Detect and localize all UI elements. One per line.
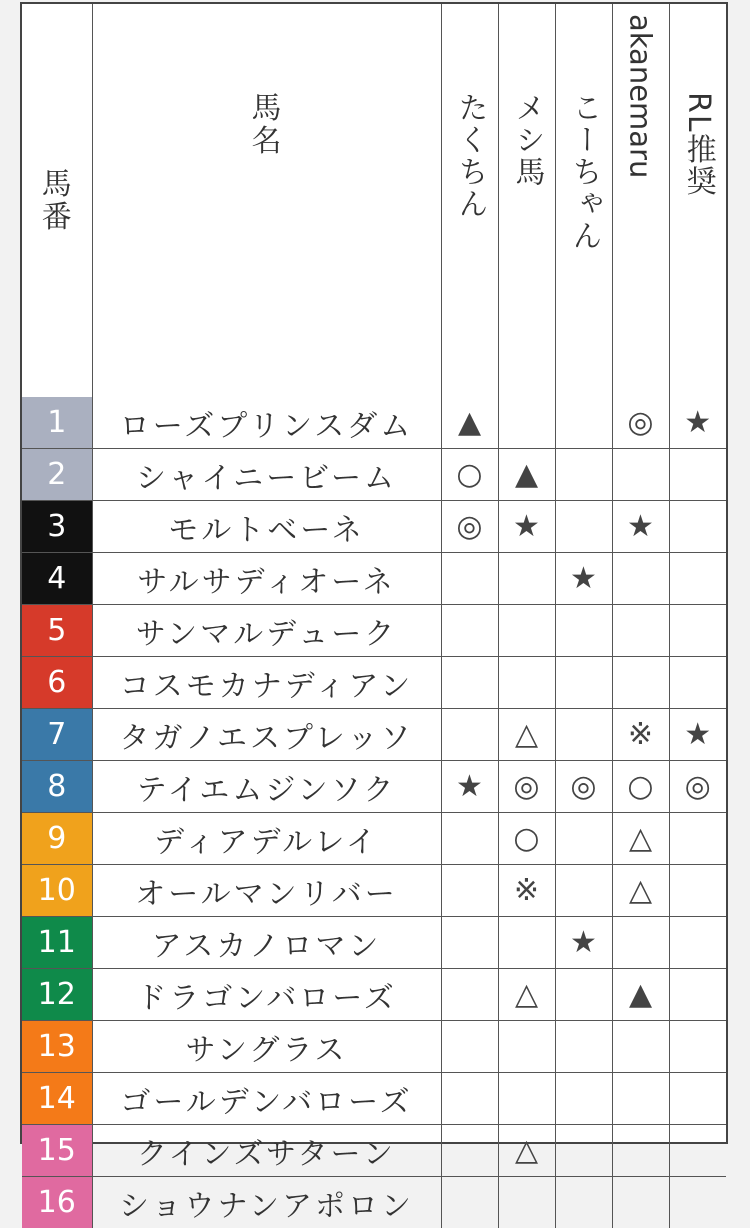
horse-name-cell: シャイニービーム — [92, 449, 441, 501]
table-row — [22, 709, 726, 761]
prediction-mark-cell: ★ — [555, 553, 612, 605]
prediction-mark-cell — [612, 449, 669, 501]
horse-name-cell: クインズサターン — [92, 1125, 441, 1177]
prediction-mark-cell — [498, 553, 555, 605]
horse-name-cell: ドラゴンバローズ — [92, 969, 441, 1021]
table-row — [22, 553, 726, 605]
prediction-mark-cell: ★ — [498, 501, 555, 553]
horse-number-cell: 9 — [22, 813, 92, 865]
table-body — [22, 397, 726, 1228]
prediction-mark-cell — [555, 709, 612, 761]
prediction-mark-cell — [555, 605, 612, 657]
header-predictor-label: こーちゃん — [562, 92, 606, 252]
prediction-mark-cell — [612, 1073, 669, 1125]
prediction-mark-cell: ◎ — [498, 761, 555, 813]
header-predictor-rl — [669, 4, 726, 397]
horse-number-cell: 7 — [22, 709, 92, 761]
header-predictor-label: akanemaru — [624, 14, 658, 178]
header-predictor-label: たくちん — [448, 92, 492, 220]
prediction-mark-cell — [498, 397, 555, 449]
table-row — [22, 1177, 726, 1228]
horse-name-cell: モルトベーネ — [92, 501, 441, 553]
horse-number-cell: 15 — [22, 1125, 92, 1177]
prediction-mark-cell — [441, 865, 498, 917]
horse-number-cell: 5 — [22, 605, 92, 657]
table-row — [22, 449, 726, 501]
prediction-mark-cell: △ — [612, 813, 669, 865]
prediction-mark-cell: ◎ — [555, 761, 612, 813]
table-row — [22, 917, 726, 969]
table-row — [22, 1073, 726, 1125]
prediction-mark-cell — [441, 1021, 498, 1073]
prediction-mark-cell — [498, 1177, 555, 1228]
prediction-mark-cell — [612, 657, 669, 709]
horse-number-cell: 4 — [22, 553, 92, 605]
prediction-mark-cell — [498, 917, 555, 969]
horse-name-cell: テイエムジンソク — [92, 761, 441, 813]
table-row — [22, 605, 726, 657]
prediction-mark-cell — [669, 917, 726, 969]
prediction-mark-cell — [555, 969, 612, 1021]
prediction-mark-cell — [669, 657, 726, 709]
horse-name-cell: サルサディオーネ — [92, 553, 441, 605]
prediction-mark-cell — [498, 605, 555, 657]
prediction-mark-cell: △ — [612, 865, 669, 917]
prediction-mark-cell — [555, 1073, 612, 1125]
prediction-mark-cell — [669, 865, 726, 917]
horse-number-cell: 1 — [22, 397, 92, 449]
prediction-mark-cell — [612, 1021, 669, 1073]
horse-name-cell: サンマルデューク — [92, 605, 441, 657]
prediction-mark-cell — [441, 969, 498, 1021]
prediction-mark-cell: △ — [498, 969, 555, 1021]
horse-name-cell: サングラス — [92, 1021, 441, 1073]
prediction-mark-cell: ※ — [498, 865, 555, 917]
prediction-mark-cell — [555, 865, 612, 917]
table-row — [22, 501, 726, 553]
horse-number-cell: 8 — [22, 761, 92, 813]
prediction-table-sheet — [20, 2, 728, 1144]
horse-number-cell: 14 — [22, 1073, 92, 1125]
prediction-mark-cell: ★ — [612, 501, 669, 553]
table-row — [22, 813, 726, 865]
prediction-mark-cell — [441, 1073, 498, 1125]
prediction-mark-cell — [612, 553, 669, 605]
header-predictor-label: メシ馬 — [505, 92, 549, 188]
prediction-mark-cell — [669, 553, 726, 605]
prediction-mark-cell — [612, 917, 669, 969]
prediction-mark-cell: ◎ — [612, 397, 669, 449]
prediction-mark-cell — [669, 1073, 726, 1125]
horse-name-cell: タガノエスプレッソ — [92, 709, 441, 761]
horse-number-cell: 13 — [22, 1021, 92, 1073]
table-row — [22, 761, 726, 813]
prediction-mark-cell — [498, 1021, 555, 1073]
prediction-mark-cell — [498, 657, 555, 709]
table-row — [22, 657, 726, 709]
prediction-mark-cell — [498, 1073, 555, 1125]
prediction-table — [22, 4, 726, 1228]
prediction-mark-cell — [555, 449, 612, 501]
horse-name-cell: ディアデルレイ — [92, 813, 441, 865]
prediction-mark-cell: △ — [498, 1125, 555, 1177]
prediction-mark-cell — [669, 1021, 726, 1073]
horse-number-cell: 2 — [22, 449, 92, 501]
horse-number-cell: 16 — [22, 1177, 92, 1228]
prediction-mark-cell — [441, 605, 498, 657]
horse-name-cell: ショウナンアポロン — [92, 1177, 441, 1228]
prediction-mark-cell — [441, 1177, 498, 1228]
header-predictor-akanemaru — [612, 4, 669, 397]
prediction-mark-cell — [669, 969, 726, 1021]
prediction-mark-cell — [555, 813, 612, 865]
header-predictor-takuchin — [441, 4, 498, 397]
header-horse-number-label: 馬 番 — [22, 168, 92, 234]
prediction-mark-cell — [441, 917, 498, 969]
horse-number-cell: 6 — [22, 657, 92, 709]
prediction-mark-cell — [669, 1177, 726, 1228]
prediction-mark-cell — [612, 605, 669, 657]
prediction-mark-cell — [669, 501, 726, 553]
prediction-mark-cell: ◎ — [441, 501, 498, 553]
header-horse-number — [22, 4, 92, 397]
prediction-mark-cell: ★ — [555, 917, 612, 969]
prediction-mark-cell: ▲ — [441, 397, 498, 449]
prediction-mark-cell: ○ — [498, 813, 555, 865]
prediction-mark-cell — [441, 813, 498, 865]
prediction-mark-cell — [441, 657, 498, 709]
header-predictor-label: RL推奨 — [676, 92, 720, 198]
prediction-mark-cell: ▲ — [612, 969, 669, 1021]
prediction-mark-cell: ★ — [441, 761, 498, 813]
prediction-mark-cell: ▲ — [498, 449, 555, 501]
prediction-mark-cell: ※ — [612, 709, 669, 761]
table-row — [22, 1021, 726, 1073]
prediction-mark-cell — [612, 1177, 669, 1228]
table-row — [22, 397, 726, 449]
prediction-mark-cell — [555, 657, 612, 709]
horse-number-cell: 12 — [22, 969, 92, 1021]
horse-name-cell: アスカノロマン — [92, 917, 441, 969]
prediction-mark-cell — [441, 709, 498, 761]
prediction-mark-cell: △ — [498, 709, 555, 761]
prediction-mark-cell — [555, 1177, 612, 1228]
horse-number-cell: 10 — [22, 865, 92, 917]
prediction-mark-cell: ○ — [612, 761, 669, 813]
table-row — [22, 865, 726, 917]
horse-name-cell: ゴールデンバローズ — [92, 1073, 441, 1125]
prediction-mark-cell — [441, 553, 498, 605]
prediction-mark-cell — [555, 501, 612, 553]
horse-number-cell: 3 — [22, 501, 92, 553]
header-predictor-meshiuma — [498, 4, 555, 397]
horse-name-cell: コスモカナディアン — [92, 657, 441, 709]
prediction-mark-cell: ★ — [669, 397, 726, 449]
horse-name-cell: オールマンリバー — [92, 865, 441, 917]
header-predictor-kochan — [555, 4, 612, 397]
prediction-mark-cell — [555, 397, 612, 449]
prediction-mark-cell — [669, 813, 726, 865]
header-horse-name-label: 馬 名 — [93, 92, 441, 158]
prediction-mark-cell: ◎ — [669, 761, 726, 813]
horse-name-cell: ローズプリンスダム — [92, 397, 441, 449]
header-row — [22, 4, 726, 397]
prediction-mark-cell — [669, 605, 726, 657]
prediction-mark-cell: ★ — [669, 709, 726, 761]
header-horse-name — [92, 4, 441, 397]
horse-number-cell: 11 — [22, 917, 92, 969]
prediction-mark-cell — [669, 449, 726, 501]
prediction-mark-cell — [555, 1021, 612, 1073]
prediction-mark-cell: ○ — [441, 449, 498, 501]
table-row — [22, 969, 726, 1021]
